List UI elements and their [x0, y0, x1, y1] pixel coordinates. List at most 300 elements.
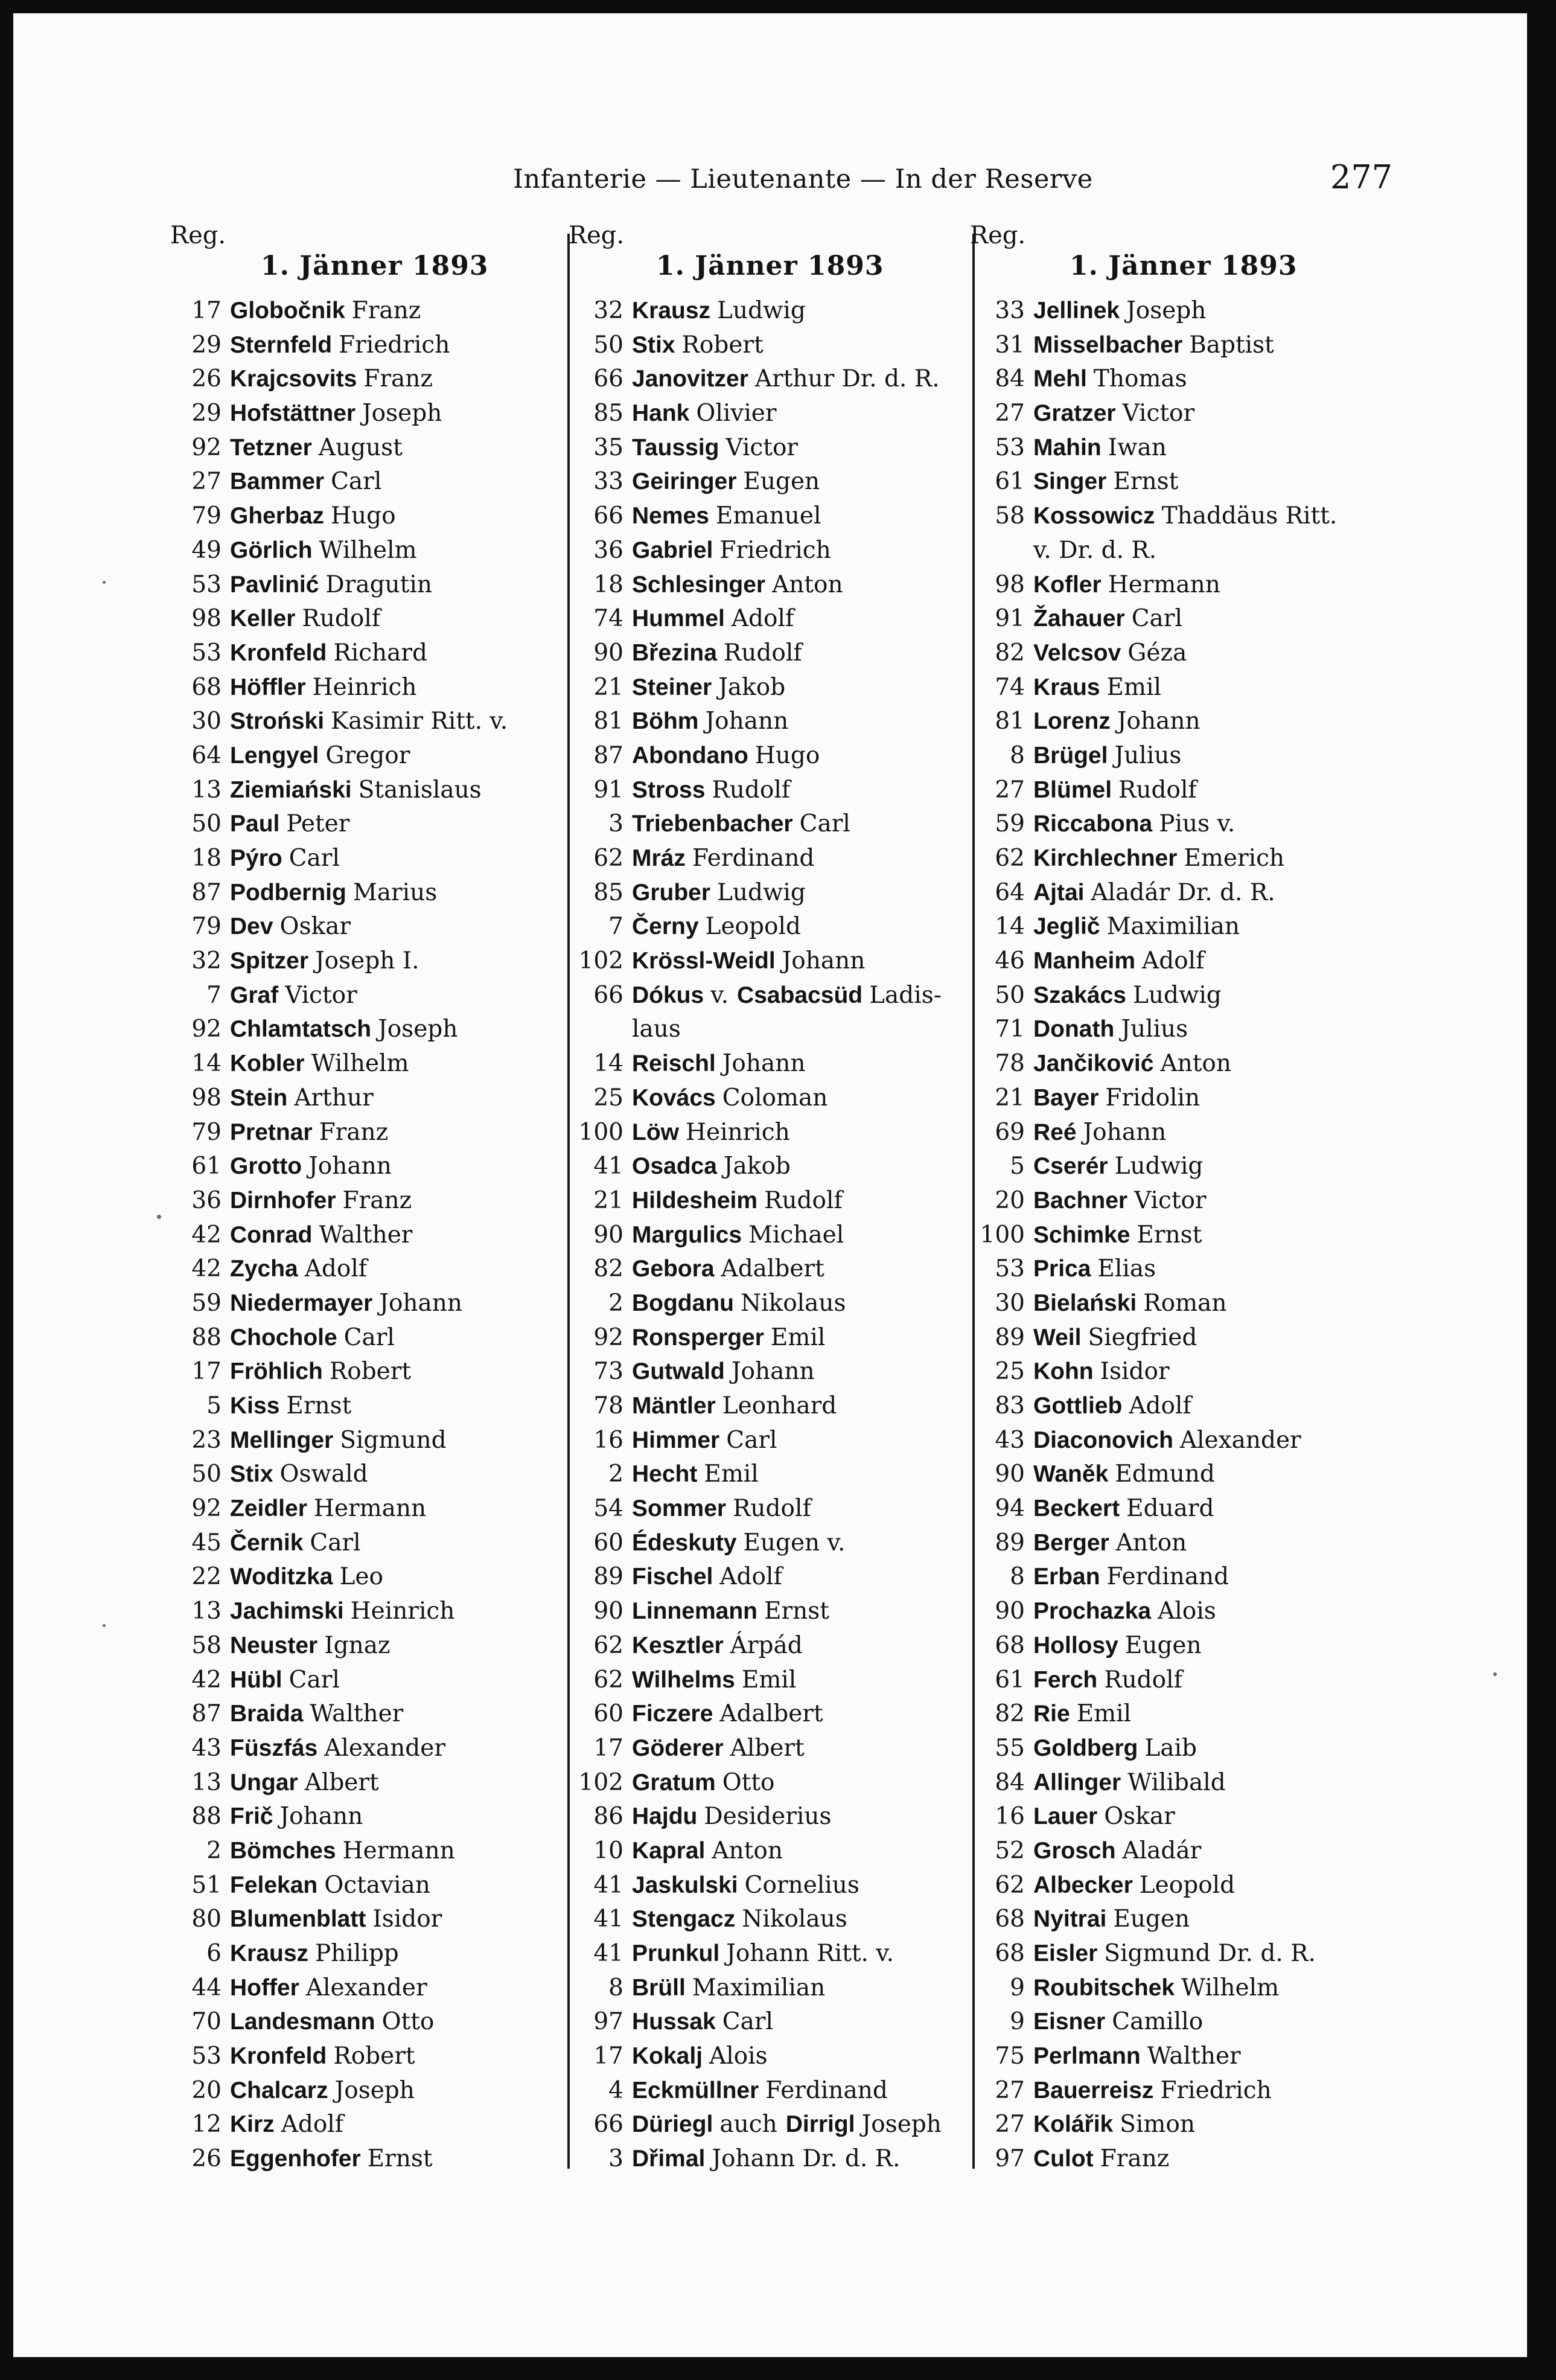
- regiment-number: 18: [191, 845, 222, 872]
- list-item: [569, 1563, 1027, 1598]
- given-name: Joseph: [362, 400, 442, 427]
- regiment-number: 92: [593, 1323, 623, 1351]
- surname: Grotto: [230, 1153, 302, 1180]
- regiment-number: 18: [593, 571, 623, 598]
- list-item: [167, 674, 626, 708]
- list-item: [970, 1905, 1429, 1940]
- list-item: [569, 1255, 1027, 1290]
- given-name: Thomas: [1093, 365, 1187, 393]
- surname: Lorenz: [1033, 708, 1111, 735]
- list-item: [569, 1358, 1027, 1392]
- surname: Singer: [1033, 469, 1107, 495]
- surname: Ficzere: [632, 1701, 713, 1727]
- list-item: [569, 1872, 1027, 1906]
- list-item: [970, 1940, 1429, 1974]
- given-name: Roman: [1143, 1289, 1227, 1317]
- given-name: Hugo: [754, 741, 820, 769]
- regiment-number: 89: [593, 1563, 623, 1591]
- surname: Cserér: [1033, 1153, 1108, 1180]
- regiment-number: 82: [593, 1255, 623, 1283]
- book-page: [13, 13, 1527, 2357]
- regiment-number: 94: [995, 1495, 1025, 1523]
- surname: Ajtai: [1033, 879, 1085, 906]
- list-item: [569, 982, 1027, 1016]
- regiment-number: 58: [191, 1631, 222, 1659]
- given-name: Eduard: [1126, 1495, 1214, 1523]
- surname: Hoffer: [230, 1974, 299, 2001]
- regiment-number: 45: [191, 1529, 222, 1556]
- surname: Brügel: [1033, 742, 1108, 769]
- regiment-number: 52: [995, 1837, 1025, 1864]
- list-item: [970, 1187, 1429, 1221]
- given-name: Simon: [1120, 2111, 1195, 2138]
- regiment-number: 50: [995, 981, 1025, 1009]
- surname: Gabriel: [632, 537, 713, 563]
- given-name: Johann Ritt. v.: [726, 1940, 894, 1967]
- given-name: Ludwig: [717, 297, 806, 324]
- list-item: [569, 947, 1027, 982]
- given-name: Ernst: [286, 1392, 352, 1419]
- surname: Bömches: [230, 1837, 336, 1864]
- regiment-number: 20: [995, 1186, 1025, 1214]
- surname: Ferch: [1033, 1666, 1098, 1693]
- surname: Jeglič: [1033, 913, 1100, 940]
- given-name: Wilhelm: [311, 1050, 409, 1078]
- surname: Gherbaz: [230, 503, 325, 529]
- given-name: Wilhelm: [1181, 1974, 1280, 2001]
- list-item: [970, 1290, 1429, 1324]
- given-name: Joseph: [1126, 297, 1207, 324]
- list-item: [167, 1529, 626, 1564]
- list-item: [167, 400, 626, 434]
- regiment-number: 100: [578, 1118, 623, 1146]
- list-item: [167, 1837, 626, 1872]
- given-name: Carl: [331, 468, 382, 496]
- regiment-number: 85: [593, 878, 623, 906]
- list-item: [569, 1392, 1027, 1427]
- given-name: Nikolaus: [742, 1905, 847, 1933]
- regiment-number: 50: [191, 810, 222, 838]
- list-item: [970, 1221, 1429, 1256]
- regiment-number: 98: [191, 605, 222, 633]
- list-item: [970, 2145, 1429, 2180]
- regiment-number: 33: [995, 297, 1025, 324]
- given-name: Cornelius: [744, 1871, 859, 1899]
- surname: Spitzer: [230, 948, 309, 974]
- list-item: [970, 1529, 1429, 1564]
- list-item: [569, 1084, 1027, 1119]
- given-name: Dragutin: [325, 571, 432, 598]
- given-name: Rudolf: [764, 1186, 843, 1214]
- given-name: Ernst: [1113, 468, 1179, 496]
- regiment-number: 66: [593, 981, 623, 1009]
- given-name: Carl: [343, 1323, 395, 1351]
- given-name: Heinrich: [685, 1118, 790, 1146]
- list-item: [569, 571, 1027, 606]
- surname: Dirnhofer: [230, 1187, 336, 1214]
- given-name: Anton: [772, 571, 843, 598]
- regiment-number: 2: [608, 1460, 623, 1488]
- given-name: Stanislaus: [358, 776, 482, 804]
- given-name: Ludwig: [1132, 981, 1222, 1009]
- surname: Eisner: [1033, 2009, 1106, 2035]
- given-name: Ignaz: [324, 1631, 391, 1659]
- surname: Csabacsüd: [737, 982, 863, 1008]
- surname: Manheim: [1033, 948, 1136, 974]
- surname: Kapral: [632, 1837, 706, 1864]
- given-name: Emerich: [1184, 845, 1285, 872]
- surname: Margulics: [632, 1221, 742, 1248]
- list-item: [569, 400, 1027, 434]
- regiment-number: 92: [191, 1495, 222, 1523]
- given-name: Emil: [741, 1666, 797, 1694]
- list-item: [970, 708, 1429, 742]
- list-item: [167, 605, 626, 639]
- date-heading: 1. Jänner 1893: [261, 251, 489, 281]
- given-name: Ferdinand: [692, 845, 815, 872]
- regiment-number: 17: [191, 1358, 222, 1386]
- given-name: Aladár Dr. d. R.: [1091, 878, 1275, 906]
- given-name: Ernst: [1137, 1221, 1202, 1249]
- surname: Jančiković: [1033, 1051, 1154, 1077]
- surname: Krausz: [632, 298, 711, 324]
- list-item: [167, 365, 626, 400]
- given-name: Adolf: [281, 2111, 344, 2138]
- list-item: [569, 1700, 1027, 1735]
- regiment-number: 21: [995, 1084, 1025, 1112]
- list-item: [569, 1735, 1027, 1769]
- list-item: [970, 1324, 1429, 1358]
- regiment-number: 13: [191, 1598, 222, 1625]
- regiment-number: 83: [995, 1392, 1025, 1419]
- surname: Berger: [1033, 1529, 1109, 1556]
- given-name: Carl: [722, 2008, 773, 2036]
- list-item: [569, 810, 1027, 845]
- regiment-number: 102: [578, 1768, 623, 1796]
- given-name: Rudolf: [723, 639, 802, 667]
- given-name: Ludwig: [1114, 1153, 1204, 1180]
- list-item: [569, 845, 1027, 879]
- list-item: [167, 947, 626, 982]
- surname: Lauer: [1033, 1803, 1098, 1830]
- paper-speck: [157, 1215, 161, 1219]
- regiment-number: 61: [995, 468, 1025, 496]
- surname: Černy: [632, 913, 699, 940]
- list-item: [167, 1803, 626, 1837]
- regiment-number: 41: [593, 1871, 623, 1899]
- regiment-number: 49: [191, 536, 222, 564]
- surname: Velcsov: [1033, 639, 1121, 666]
- surname: Kossowicz: [1033, 503, 1155, 529]
- list-item: [167, 1905, 626, 1940]
- given-name: Coloman: [722, 1084, 828, 1112]
- given-name: Johann: [1117, 708, 1200, 735]
- given-name: Oskar: [1104, 1803, 1175, 1831]
- regiment-number: 29: [191, 400, 222, 427]
- given-name: auch: [719, 2111, 777, 2138]
- surname: Sternfeld: [230, 331, 333, 358]
- regiment-number: 21: [593, 1186, 623, 1214]
- list-item: [970, 1598, 1429, 1632]
- surname: Gottlieb: [1033, 1393, 1123, 1419]
- list-item: [970, 365, 1429, 400]
- given-name: Thaddäus Ritt.: [1161, 502, 1338, 530]
- list-item: [167, 537, 626, 571]
- list-item: [569, 1905, 1027, 1940]
- surname: Krössl-Weidl: [632, 948, 776, 974]
- given-name: Heinrich: [312, 673, 417, 701]
- list-item: [970, 1392, 1429, 1427]
- list-item-continuation: [569, 1016, 1027, 1050]
- regiment-number: 5: [1010, 1153, 1025, 1180]
- regiment-number: 25: [995, 1358, 1025, 1386]
- given-name: Emanuel: [715, 502, 821, 530]
- regiment-number: 17: [191, 297, 222, 324]
- regiment-number: 17: [593, 2043, 623, 2070]
- regiment-number: 27: [995, 2111, 1025, 2138]
- given-name: Joseph: [334, 2076, 415, 2104]
- surname: Bachner: [1033, 1187, 1128, 1214]
- regiment-label: Reg.: [170, 222, 226, 249]
- list-item: [167, 1666, 626, 1701]
- given-name: Anton: [712, 1837, 783, 1864]
- given-name: Ludwig: [717, 878, 806, 906]
- list-item: [167, 1974, 626, 2009]
- surname: Stix: [632, 331, 675, 358]
- list-item: [569, 1974, 1027, 2009]
- given-name: Carl: [310, 1529, 361, 1556]
- surname: Himmer: [632, 1427, 720, 1453]
- surname: Ziemiański: [230, 776, 352, 803]
- surname: Dřimal: [632, 2146, 706, 2172]
- surname: Eggenhofer: [230, 2146, 361, 2172]
- list-item: [569, 1529, 1027, 1564]
- regiment-number: 46: [995, 947, 1025, 975]
- given-name: Franz: [363, 365, 433, 393]
- list-item: [569, 1290, 1027, 1324]
- surname: Blumenblatt: [230, 1906, 366, 1933]
- regiment-number: 66: [593, 2111, 623, 2138]
- surname: Keller: [230, 606, 296, 632]
- surname: Neuster: [230, 1632, 318, 1659]
- list-item: [970, 1427, 1429, 1461]
- regiment-number: 41: [593, 1153, 623, 1180]
- list-item: [569, 1119, 1027, 1153]
- regiment-number: 16: [995, 1803, 1025, 1831]
- list-item: [167, 913, 626, 947]
- given-name: Alexander: [305, 1974, 427, 2001]
- given-name: Robert: [681, 331, 764, 359]
- regiment-number: 62: [593, 1631, 623, 1659]
- list-item: [569, 913, 1027, 947]
- regiment-number: 8: [608, 1974, 623, 2001]
- surname: Tetzner: [230, 434, 312, 461]
- list-item: [569, 742, 1027, 776]
- surname: Prochazka: [1033, 1598, 1152, 1625]
- list-item: [970, 879, 1429, 913]
- regiment-number: 91: [995, 605, 1025, 633]
- surname: Kirz: [230, 2111, 275, 2138]
- regiment-number: 13: [191, 1768, 222, 1796]
- list-item: [167, 982, 626, 1016]
- list-item: [167, 1392, 626, 1427]
- given-name: Nikolaus: [740, 1289, 846, 1317]
- list-item: [970, 1872, 1429, 1906]
- surname: Gruber: [632, 879, 711, 906]
- surname: Podbernig: [230, 879, 346, 906]
- surname: Landesmann: [230, 2009, 375, 2035]
- list-item: [970, 571, 1429, 606]
- regiment-number: 53: [191, 2043, 222, 2070]
- list-item: [970, 2043, 1429, 2077]
- regiment-number: 64: [995, 878, 1025, 906]
- list-item: [167, 810, 626, 845]
- given-name: Sigmund Dr. d. R.: [1104, 1940, 1316, 1967]
- regiment-number: 25: [593, 1084, 623, 1112]
- list-item: [167, 2145, 626, 2180]
- regiment-number: 79: [191, 502, 222, 530]
- given-name: Peter: [286, 810, 350, 838]
- regiment-number: 91: [593, 776, 623, 804]
- regiment-number: 8: [1010, 741, 1025, 769]
- given-name: Franz: [342, 1186, 412, 1214]
- list-item: [167, 742, 626, 776]
- list-item: [167, 331, 626, 366]
- surname: Sommer: [632, 1495, 727, 1522]
- list-item: [970, 400, 1429, 434]
- list-item: [167, 1735, 626, 1769]
- list-item: [167, 1255, 626, 1290]
- list-item: [167, 434, 626, 469]
- list-item: [970, 810, 1429, 845]
- regiment-number: 84: [995, 365, 1025, 393]
- regiment-number: 70: [191, 2008, 222, 2036]
- officer-list: [970, 297, 1429, 2180]
- given-name: Eugen: [1113, 1905, 1190, 1933]
- surname: Kokalj: [632, 2043, 703, 2070]
- list-item: [970, 1837, 1429, 1872]
- list-item: [970, 1666, 1429, 1701]
- surname: Gratzer: [1033, 400, 1116, 427]
- surname: Waněk: [1033, 1461, 1109, 1488]
- given-name: Joseph I.: [315, 947, 419, 975]
- given-name: Gregor: [325, 741, 410, 769]
- regiment-number: 51: [191, 1871, 222, 1899]
- list-item: [970, 468, 1429, 502]
- surname: Erban: [1033, 1564, 1100, 1590]
- surname: Grosch: [1033, 1837, 1116, 1864]
- list-item: [167, 1153, 626, 1187]
- list-item: [569, 1632, 1027, 1666]
- regiment-number: 60: [593, 1700, 623, 1728]
- given-name: Emil: [704, 1460, 759, 1488]
- list-item-continuation: [970, 537, 1429, 571]
- regiment-number: 62: [995, 1871, 1025, 1899]
- surname: Brüll: [632, 1974, 686, 2001]
- surname: Rie: [1033, 1701, 1070, 1727]
- given-name: Adolf: [304, 1255, 368, 1283]
- surname: Hummel: [632, 606, 725, 632]
- list-item: [167, 845, 626, 879]
- surname: Stein: [230, 1084, 288, 1111]
- regiment-number: 68: [191, 673, 222, 701]
- list-item: [167, 1598, 626, 1632]
- regiment-number: 71: [995, 1016, 1025, 1043]
- regiment-number: 53: [191, 571, 222, 598]
- given-name: Elias: [1097, 1255, 1156, 1283]
- list-item: [970, 1735, 1429, 1769]
- surname: Kiss: [230, 1393, 280, 1419]
- regiment-number: 7: [608, 913, 623, 941]
- given-name: Franz: [1100, 2145, 1170, 2173]
- given-name: Rudolf: [1118, 776, 1197, 804]
- surname: Hollosy: [1033, 1632, 1118, 1659]
- given-name: Octavian: [324, 1871, 430, 1899]
- surname: Gebora: [632, 1256, 715, 1282]
- given-name: Victor: [1134, 1186, 1207, 1214]
- regiment-number: 79: [191, 1118, 222, 1146]
- surname: Dev: [230, 913, 273, 940]
- regiment-number: 62: [593, 845, 623, 872]
- given-name: Johann: [782, 947, 866, 975]
- list-item: [970, 982, 1429, 1016]
- regiment-number: 6: [206, 1940, 222, 1967]
- list-item: [569, 502, 1027, 537]
- list-item: [970, 297, 1429, 331]
- regiment-number: 32: [191, 947, 222, 975]
- list-item: [970, 1495, 1429, 1529]
- list-item: [970, 2111, 1429, 2145]
- given-name: Oswald: [279, 1460, 368, 1488]
- list-item: [569, 674, 1027, 708]
- regiment-number: 4: [608, 2076, 623, 2104]
- list-item: [569, 2077, 1027, 2111]
- list-item: [167, 1290, 626, 1324]
- list-item: [569, 2111, 1027, 2145]
- surname: Bauerreisz: [1033, 2077, 1154, 2103]
- surname: Krajcsovits: [230, 366, 357, 392]
- given-name: Victor: [285, 981, 357, 1009]
- surname: Hussak: [632, 2009, 716, 2035]
- surname: Stengacz: [632, 1906, 736, 1933]
- given-name: Rudolf: [302, 605, 381, 633]
- surname: Jellinek: [1033, 298, 1120, 324]
- regiment-number: 22: [191, 1563, 222, 1591]
- surname: Globočnik: [230, 298, 345, 324]
- given-name: Maximilian: [1106, 913, 1240, 941]
- given-name: Johann: [308, 1153, 392, 1180]
- given-name: Isidor: [372, 1905, 442, 1933]
- given-name: Carl: [289, 845, 340, 872]
- list-item: [167, 1872, 626, 1906]
- list-item: [569, 1187, 1027, 1221]
- given-name: Joseph: [378, 1016, 458, 1043]
- surname: Březina: [632, 639, 717, 666]
- given-name: Marius: [352, 878, 438, 906]
- list-item: [167, 1119, 626, 1153]
- surname: Taussig: [632, 434, 719, 461]
- surname: Gratum: [632, 1769, 716, 1796]
- given-name: Hermann: [342, 1837, 455, 1864]
- regiment-number: 62: [593, 1666, 623, 1694]
- given-name: Friedrich: [719, 536, 831, 564]
- regiment-number: 66: [593, 502, 623, 530]
- regiment-number: 42: [191, 1666, 222, 1694]
- regiment-number: 26: [191, 365, 222, 393]
- surname: Bayer: [1033, 1084, 1099, 1111]
- surname: Reischl: [632, 1051, 716, 1077]
- given-name: Eugen: [743, 468, 820, 496]
